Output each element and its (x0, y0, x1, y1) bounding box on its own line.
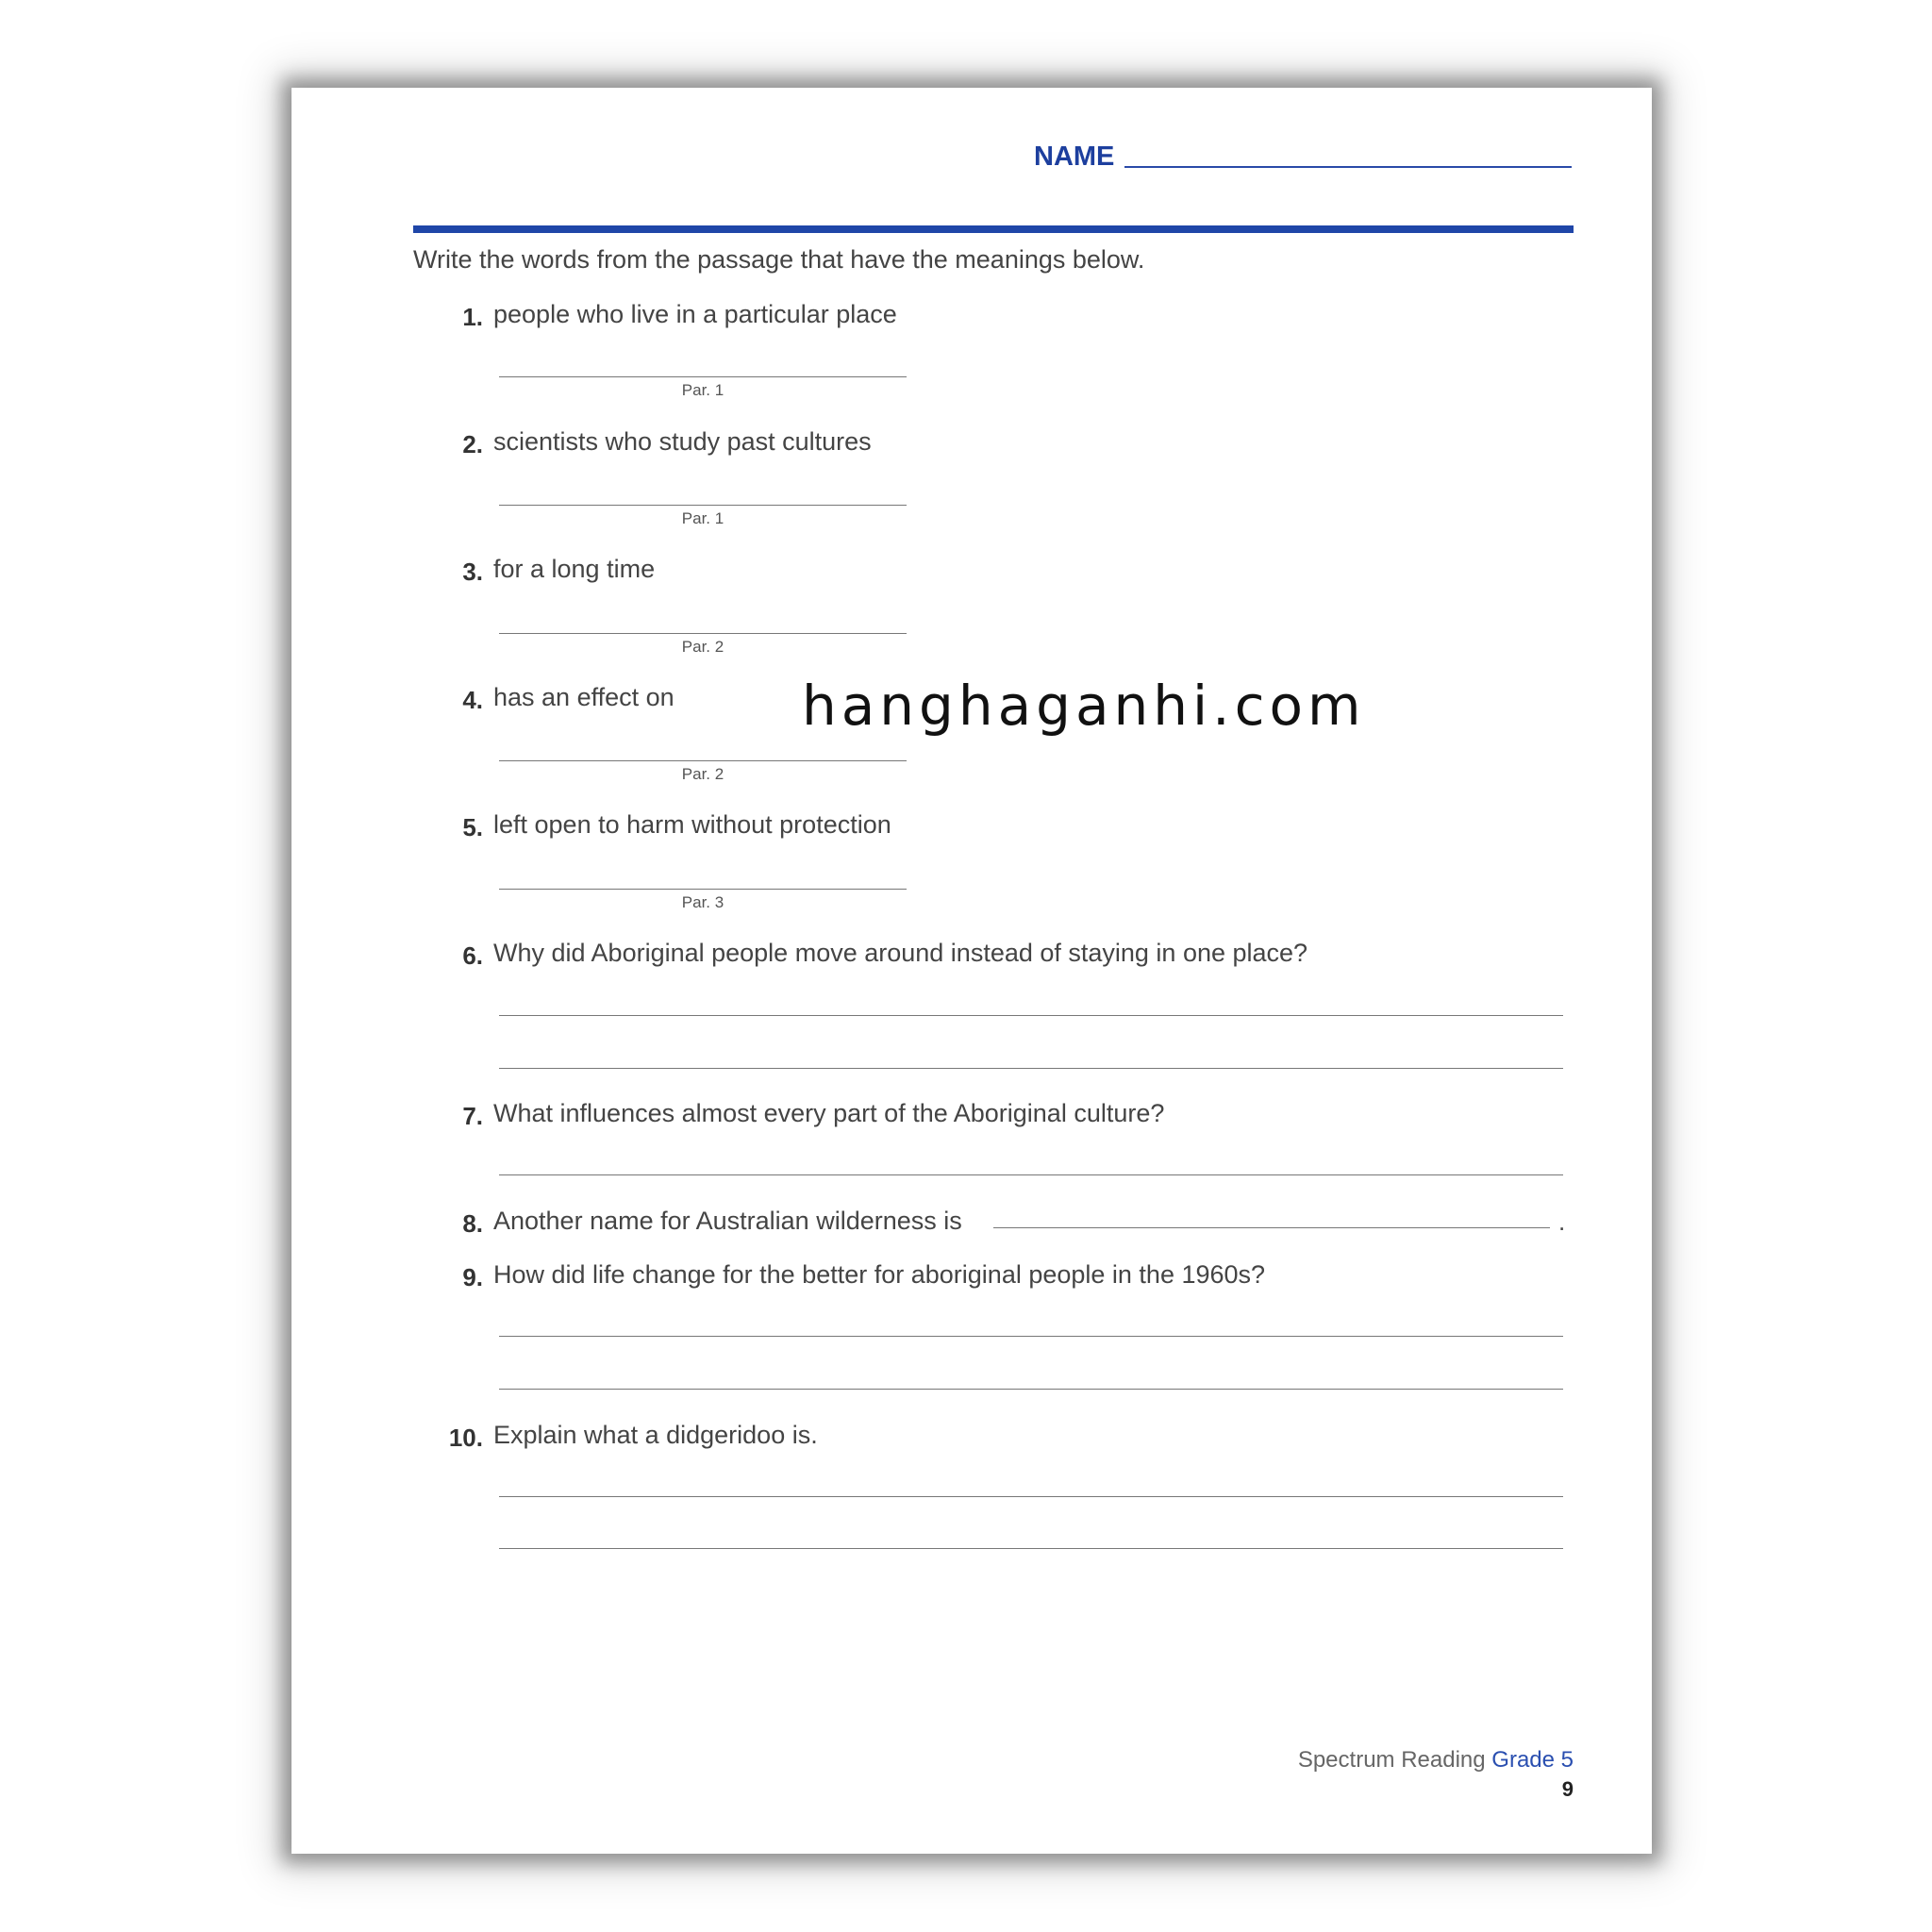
question-text: for a long time (493, 555, 656, 583)
question-number: 2. (462, 430, 483, 458)
paragraph-ref: Par. 2 (681, 638, 724, 656)
answer-line[interactable] (993, 1227, 1550, 1228)
footer-series (1298, 1747, 1574, 1774)
question-text: Explain what a didgeridoo is. (493, 1421, 818, 1449)
answer-line[interactable] (499, 1548, 1563, 1549)
sentence-period: . (1558, 1208, 1566, 1236)
answer-line[interactable] (499, 1336, 1563, 1337)
question-number: 6. (462, 941, 483, 970)
question-text: people who live in a particular place (493, 300, 897, 328)
paragraph-ref: Par. 3 (681, 893, 724, 911)
answer-line[interactable] (499, 1496, 1563, 1497)
page-number: 9 (1561, 1777, 1574, 1801)
question-text: has an effect on (493, 683, 675, 711)
question-number: 3. (462, 558, 483, 586)
answer-line[interactable] (499, 633, 907, 634)
question-number: 4. (462, 686, 483, 714)
paragraph-ref: Par. 1 (681, 381, 724, 399)
question-text: left open to harm without protection (493, 810, 891, 839)
grade-label: Grade 5 (1491, 1747, 1574, 1773)
instructions: Write the words from the passage that have the meanings below. (413, 245, 1145, 274)
paragraph-ref: Par. 2 (681, 765, 724, 783)
question-number: 7. (462, 1102, 483, 1130)
header-rule (413, 225, 1574, 233)
name-field (1034, 142, 1572, 179)
answer-line[interactable] (499, 1174, 1563, 1175)
question-text: Another name for Australian wilderness is (493, 1207, 962, 1235)
answer-line[interactable] (499, 1015, 1563, 1016)
name-label: NAME (1034, 142, 1115, 172)
question-number: 5. (462, 813, 483, 841)
question-text: scientists who study past cultures (493, 427, 872, 456)
question-number: 8. (462, 1209, 483, 1238)
answer-line[interactable] (499, 376, 907, 377)
question-text: How did life change for the better for aboriginal people in the 1960s? (493, 1260, 1266, 1289)
answer-line[interactable] (499, 505, 907, 506)
question-number: 1. (462, 303, 483, 331)
name-answer-line[interactable] (1124, 166, 1572, 168)
answer-line[interactable] (499, 1389, 1563, 1390)
paragraph-ref: Par. 1 (681, 509, 724, 527)
worksheet-page (291, 88, 1652, 1854)
question-number: 9. (462, 1263, 483, 1291)
question-text: What influences almost every part of the Aboriginal culture? (493, 1099, 1165, 1127)
answer-line[interactable] (499, 889, 907, 890)
watermark-text: hanghaganhi.com (802, 674, 1366, 738)
series-name: Spectrum Reading (1297, 1747, 1492, 1773)
question-number: 10. (448, 1424, 483, 1452)
answer-line[interactable] (499, 1068, 1563, 1069)
question-text: Why did Aboriginal people move around instead of staying in one place? (493, 939, 1308, 967)
answer-line[interactable] (499, 760, 907, 761)
